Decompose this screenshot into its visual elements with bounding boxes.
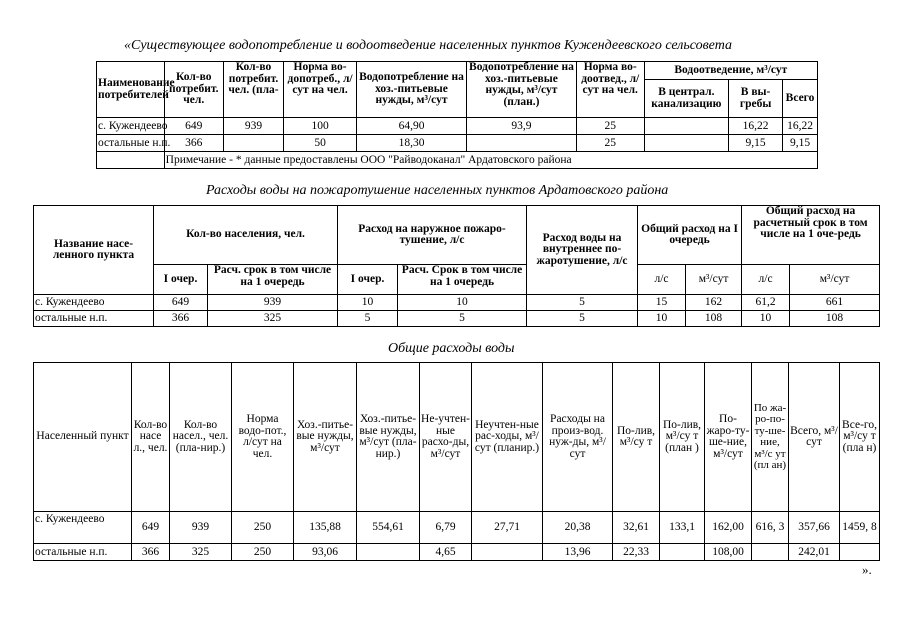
total-water-table — [33, 362, 880, 561]
t2-header-m3-2: м³/сут — [790, 265, 880, 295]
t3-header: Хоз.-питье-вые нужды, м³/сут (пла-нир.) — [357, 363, 420, 512]
table-row — [34, 311, 880, 327]
t1-header-use-plan: Водопотребление на хоз.-питьевые нужды, м³/сут (план.) — [466, 62, 576, 118]
t1-cell: 18,30 — [357, 135, 467, 152]
table-row — [97, 135, 818, 152]
t2-cell: 10 — [638, 311, 686, 327]
t3-cell: 616, 3 — [752, 512, 789, 544]
t3-cell: 649 — [132, 512, 170, 544]
t3-cell: 135,88 — [294, 512, 357, 544]
t1-cell: 64,90 — [357, 118, 467, 135]
t3-cell: 325 — [170, 544, 232, 561]
t1-header-outflow: Водоотведение, м³/сут — [644, 62, 817, 80]
t3-cell — [752, 544, 789, 561]
t1-header-name: Наименование потребителей — [97, 62, 165, 118]
t3-header: Населенный пункт — [34, 363, 132, 512]
t2-header-name: Название насе-ленного пункта — [34, 206, 154, 295]
water-consumption-table — [96, 61, 818, 169]
fire-water-table — [33, 205, 880, 327]
t2-header-ls2: л/с — [742, 265, 790, 295]
t1-header-norm-use: Норма во-допотреб., л/сут на чел. — [284, 62, 357, 118]
t3-cell — [660, 544, 705, 561]
t1-cell — [223, 135, 283, 152]
t3-header: По-лив, м³/су т — [613, 363, 660, 512]
t1-header-consumers-plan: Кол-во потребит. чел. (пла- — [223, 62, 283, 118]
t1-cell: 50 — [284, 135, 357, 152]
t3-cell: 20,38 — [543, 512, 613, 544]
t1-cell: 25 — [576, 118, 644, 135]
t1-cell: 16,22 — [729, 118, 783, 135]
t2-cell: 5 — [398, 311, 527, 327]
t3-cell: 108,00 — [705, 544, 752, 561]
t2-cell: 10 — [338, 295, 398, 311]
t3-header: Кол-во насе л., чел. — [132, 363, 170, 512]
t3-cell: 366 — [132, 544, 170, 561]
t2-header-internal: Расход воды на внутреннее по-жаротушение, л/с — [527, 206, 638, 295]
t2-cell: 939 — [208, 295, 338, 311]
t2-cell: 366 — [154, 311, 208, 327]
t2-cell: 10 — [742, 311, 790, 327]
t3-cell: 1459, 8 — [840, 512, 880, 544]
t2-cell: 108 — [686, 311, 742, 327]
t1-cell — [644, 135, 729, 152]
t1-header-norm-out: Норма во-доотвед., л/сут на чел. — [576, 62, 644, 118]
t2-header-calc1: Расч. срок в том числе на 1 очередь — [208, 265, 338, 295]
table-row — [34, 544, 880, 561]
table2-title: Расходы воды на пожаротушение населенных пунктов Ардатовского района — [206, 183, 669, 198]
t3-cell: с. Кужендеево — [34, 512, 132, 544]
t1-cell: 649 — [164, 118, 223, 135]
t3-cell: остальные н.п. — [34, 544, 132, 561]
t2-cell: с. Кужендеево — [34, 295, 154, 311]
t3-cell: 357,66 — [789, 512, 840, 544]
t1-cell: остальные н.п. — [97, 135, 165, 152]
t3-cell: 939 — [170, 512, 232, 544]
t1-cell — [644, 118, 729, 135]
t3-cell: 93,06 — [294, 544, 357, 561]
t3-header: Неучтен-ные рас-ходы, м³/сут (планир.) — [472, 363, 543, 512]
t2-cell: 5 — [527, 295, 638, 311]
t3-cell: 13,96 — [543, 544, 613, 561]
t2-cell: 325 — [208, 311, 338, 327]
t2-header-population: Кол-во населения, чел. — [154, 206, 338, 265]
t2-cell: 61,2 — [742, 295, 790, 311]
t3-header: Расходы на произ-вод. нуж-ды, м³/сут — [543, 363, 613, 512]
t3-cell: 554,61 — [357, 512, 420, 544]
t3-header: Норма водо-пот., л/сут на чел. — [232, 363, 294, 512]
t3-cell: 242,01 — [789, 544, 840, 561]
t3-header: Не-учтен-ные расхо-ды, м³/сут — [420, 363, 472, 512]
t2-cell: 5 — [527, 311, 638, 327]
t2-cell: 15 — [638, 295, 686, 311]
t3-cell: 250 — [232, 544, 294, 561]
t1-cell: 939 — [223, 118, 283, 135]
t3-header: Хоз.-питье-вые нужды, м³/сут — [294, 363, 357, 512]
t3-cell: 133,1 — [660, 512, 705, 544]
t2-header-general-calc: Общий расход на расчетный срок в том числе на 1 оче-редь — [742, 206, 880, 265]
t1-header-central: В централ. канализацию — [644, 80, 729, 118]
t2-cell: 10 — [398, 295, 527, 311]
t3-cell: 27,71 — [472, 512, 543, 544]
table-row — [34, 295, 880, 311]
t1-cell — [466, 135, 576, 152]
t1-note: Примечание - * данные предоставлены ООО "Райводоканал" Ардатовского района — [164, 152, 817, 169]
t1-cell: с. Кужендеево — [97, 118, 165, 135]
t1-cell: 93,9 — [466, 118, 576, 135]
t3-cell: 162,00 — [705, 512, 752, 544]
t3-cell — [840, 544, 880, 561]
t3-cell: 22,33 — [613, 544, 660, 561]
table-row — [34, 512, 880, 544]
t3-cell: 250 — [232, 512, 294, 544]
t3-header: По жа-ро-по-ту-ше-ние, м³/с ут (пл ан) — [752, 363, 789, 512]
t1-header-pits: В вы-гребы — [729, 80, 783, 118]
t1-header-consumers: Кол-во потребит. чел. — [164, 62, 223, 118]
t2-header-ls1: л/с — [638, 265, 686, 295]
t2-header-q1: I очер. — [154, 265, 208, 295]
t2-cell: 649 — [154, 295, 208, 311]
t2-cell: 661 — [790, 295, 880, 311]
t2-header-m3-1: м³/сут — [686, 265, 742, 295]
t2-cell: 108 — [790, 311, 880, 327]
t3-cell: 6,79 — [420, 512, 472, 544]
t2-cell: 5 — [338, 311, 398, 327]
t3-header: Всего, м³/сут — [789, 363, 840, 512]
closing-quote: ». — [862, 562, 872, 577]
t1-cell: 9,15 — [783, 135, 818, 152]
t3-cell: 4,65 — [420, 544, 472, 561]
t1-cell: 100 — [284, 118, 357, 135]
table3-title: Общие расходы воды — [388, 341, 515, 356]
table1-title: «Существующее водопотребление и водоотведение населенных пунктов Кужендеевского сельсовета — [124, 38, 732, 53]
t3-header: Все-го, м³/су т (пла н) — [840, 363, 880, 512]
t2-cell: остальные н.п. — [34, 311, 154, 327]
t1-cell: 16,22 — [783, 118, 818, 135]
t3-header: По-жаро-ту-ше-ние, м³/сут — [705, 363, 752, 512]
t3-cell — [357, 544, 420, 561]
t1-cell: 366 — [164, 135, 223, 152]
t2-header-external: Расход на наружное пожаро-тушение, л/с — [338, 206, 527, 265]
t1-header-total: Всего — [783, 80, 818, 118]
t2-header-calc2: Расч. Срок в том числе на 1 очередь — [398, 265, 527, 295]
table-row — [97, 118, 818, 135]
t3-header: По-лив, м³/су т (план ) — [660, 363, 705, 512]
t1-cell: 25 — [576, 135, 644, 152]
t2-header-q1b: I очер. — [338, 265, 398, 295]
t3-header: Кол-во насел., чел. (пла-нир.) — [170, 363, 232, 512]
t3-cell: 32,61 — [613, 512, 660, 544]
t3-cell — [472, 544, 543, 561]
t1-header-use: Водопотребление на хоз.-питьевые нужды, м³/сут — [357, 62, 467, 118]
t2-cell: 162 — [686, 295, 742, 311]
t1-cell: 9,15 — [729, 135, 783, 152]
t2-header-general-q1: Общий расход на I очередь — [638, 206, 742, 265]
